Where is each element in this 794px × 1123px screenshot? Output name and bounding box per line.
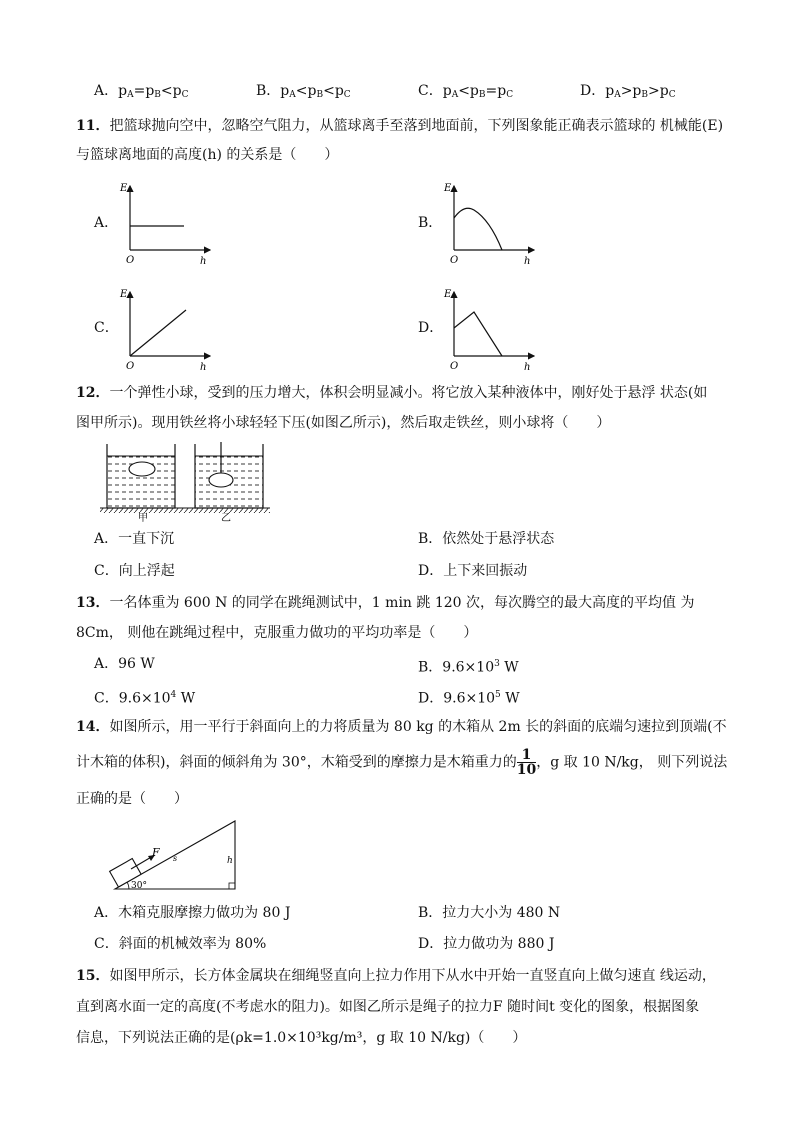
q12-figure (100, 440, 270, 522)
q14-line3: 正确的是（ ） (76, 791, 188, 807)
q14-number: 14． (76, 719, 110, 735)
q12-line1: 12．一个弹性小球，受到的压力增大，体积会明显减小。将它放入某种液体中，刚好处于悬浮 状态(如 (76, 385, 708, 401)
q11-option-d-label[interactable]: D． (418, 320, 444, 336)
curve (454, 208, 502, 250)
fraction-one-tenth: $\frac{1}{10}$ (516, 747, 537, 778)
q13-option-c[interactable]: C．$9.6\times 10^4$ W (94, 690, 196, 707)
y-label: E (444, 183, 452, 194)
q13-line1: 13．一名体重为 600 N 的同学在跳绳测试中，1 min 跳 120 次，每次腾空的最大高度的平均值 为 (76, 595, 695, 611)
curve (454, 312, 502, 356)
label-jia: 甲 (138, 513, 148, 522)
q10-option-b[interactable]: B．$p_A<p_B<p_C$ (256, 83, 351, 100)
q11-option-a-label[interactable]: A． (94, 215, 119, 231)
q15-line3: 信息，下列说法正确的是(ρk=1.0×10³kg/m³，g 取 10 N/kg)（ ） (76, 1030, 527, 1046)
q13-line2: 8Cm， 则他在跳绳过程中，克服重力做功的平均功率是（ ） (76, 625, 478, 641)
label-F: F (152, 846, 160, 859)
beaker-yi (195, 442, 263, 508)
q13-option-d[interactable]: D．$9.6\times 10^5$ W (418, 690, 520, 707)
label-angle: 30° (131, 881, 147, 891)
origin-label: O (126, 255, 135, 266)
q14-line2: 计木箱的体积)，斜面的倾斜角为 30°，木箱受到的摩擦力是木箱重力的 $\frac{1}{10}$ ，g 取 10 N/kg， 则下列说法 (76, 747, 728, 778)
q14-option-d[interactable]: D．拉力做功为 880 J (418, 936, 555, 952)
q15-line2: 直到离水面一定的高度(不考虑水的阻力)。如图乙所示是绳子的拉力F 随时间t 变化的图象，根据图象 (76, 999, 700, 1015)
x-label: h (200, 362, 207, 373)
q11-option-b-label[interactable]: B． (418, 215, 443, 231)
y-label: E (120, 183, 128, 194)
x-label: h (200, 256, 207, 267)
y-label: E (444, 289, 452, 300)
ball (209, 473, 233, 487)
q12-line2: 图甲所示)。现用铁丝将小球轻轻下压(如图乙所示)，然后取走铁丝，则小球将（ ） (76, 415, 611, 431)
origin-label: O (126, 361, 135, 372)
beaker-jia (107, 444, 175, 508)
q12-option-b[interactable]: B．依然处于悬浮状态 (418, 531, 555, 547)
angle-arc (127, 882, 129, 889)
ground-hatch (100, 508, 270, 513)
q11-line2: 与篮球离地面的高度(h) 的关系是（ ） (76, 147, 339, 163)
q11-graph-a[interactable] (114, 178, 214, 268)
label-s: s (173, 854, 178, 863)
q11-line1: 11．把篮球抛向空中，忽略空气阻力，从篮球离手至落到地面前，下列图象能正确表示篮球的 机械能(E) (76, 118, 724, 134)
label-yi: 乙 (221, 513, 231, 522)
origin-label: O (450, 361, 459, 372)
q14-line1: 14．如图所示，用一平行于斜面向上的力将质量为 80 kg 的木箱从 2m 长的斜面的底端匀速拉到顶端(不 (76, 719, 727, 735)
q13-number: 13． (76, 595, 110, 611)
right-angle-mark (229, 883, 235, 889)
q10-option-c[interactable]: C．$p_A<p_B=p_C$ (418, 83, 514, 100)
q13-option-a[interactable]: A．96 W (94, 656, 155, 672)
q11-option-c-label[interactable]: C． (94, 320, 119, 336)
q13-option-b[interactable]: B．$9.6\times 10^3$ W (418, 659, 519, 676)
q10-option-d[interactable]: D．$p_A>p_B>p_C$ (580, 83, 676, 100)
origin-label: O (450, 255, 459, 266)
y-label: E (120, 289, 128, 300)
q11-number: 11． (76, 118, 110, 134)
label-h: h (227, 856, 233, 866)
q12-option-d[interactable]: D．上下来回振动 (418, 563, 528, 579)
q14-incline-figure (93, 818, 243, 893)
q15-number: 15． (76, 968, 110, 984)
q15-line1: 15．如图甲所示，长方体金属块在细绳竖直向上拉力作用下从水中开始一直竖直向上做匀速直 线运动， (76, 968, 716, 984)
q12-number: 12． (76, 385, 110, 401)
q11-graph-c[interactable] (114, 284, 214, 374)
q10-option-a[interactable]: A．$p_A=p_B<p_C$ (94, 83, 189, 100)
q14-option-b[interactable]: B．拉力大小为 480 N (418, 905, 561, 921)
curve (130, 310, 186, 356)
q14-option-a[interactable]: A．木箱克服摩擦力做功为 80 J (94, 905, 291, 921)
q11-graph-d[interactable] (438, 284, 538, 374)
q12-option-a[interactable]: A．一直下沉 (94, 531, 175, 547)
x-label: h (524, 362, 531, 373)
ball (129, 462, 155, 476)
q11-graph-b[interactable] (438, 178, 538, 268)
x-label: h (524, 256, 531, 267)
q12-option-c[interactable]: C．向上浮起 (94, 563, 175, 579)
q14-option-c[interactable]: C．斜面的机械效率为 80% (94, 936, 267, 952)
